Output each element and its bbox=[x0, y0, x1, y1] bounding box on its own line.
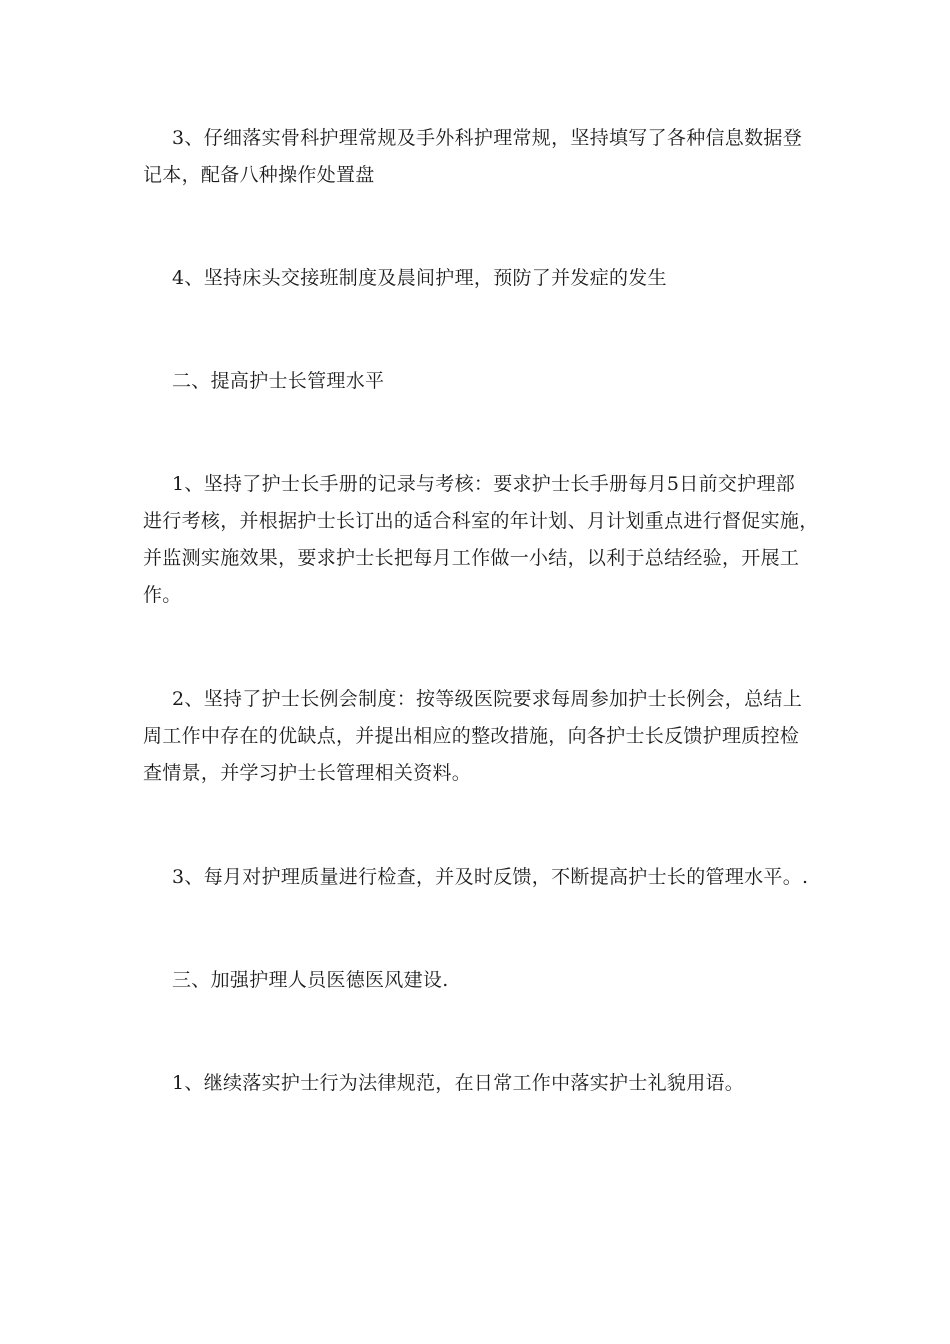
paragraph-nurse-conduct bbox=[143, 1065, 803, 1102]
paragraph-item-3-orthopedic-care bbox=[143, 120, 803, 194]
text-line: 周工作中存在的优缺点，并提出相应的整改措施，向各护士长反馈护理质控检 bbox=[143, 725, 800, 747]
text-line: 2、坚持了护士长例会制度：按等级医院要求每周参加护士长例会，总结上 bbox=[172, 688, 802, 710]
section-heading-2 bbox=[143, 363, 803, 400]
text-line: 3、每月对护理质量进行检查，并及时反馈，不断提高护士长的管理水平。. bbox=[172, 866, 809, 888]
text-line: 查情景，并学习护士长管理相关资料。 bbox=[143, 762, 472, 784]
paragraph-monthly-quality-check bbox=[143, 859, 809, 896]
text-line: 作。 bbox=[143, 584, 182, 606]
text-line: 4、坚持床头交接班制度及晨间护理，预防了并发症的发生 bbox=[172, 267, 667, 289]
text-line: 进行考核，并根据护士长订出的适合科室的年计划、月计划重点进行督促实施， bbox=[143, 510, 819, 532]
text-line: 1、坚持了护士长手册的记录与考核：要求护士长手册每月5日前交护理部 bbox=[172, 473, 796, 495]
paragraph-head-nurse-meeting bbox=[143, 681, 803, 792]
text-line: 1、继续落实护士行为法律规范，在日常工作中落实护士礼貌用语。 bbox=[172, 1072, 745, 1094]
heading-text: 三、加强护理人员医德医风建设. bbox=[172, 969, 449, 991]
text-line: 3、仔细落实骨科护理常规及手外科护理常规，坚持填写了各种信息数据登 bbox=[172, 127, 802, 149]
section-heading-3 bbox=[143, 962, 803, 999]
paragraph-head-nurse-handbook bbox=[143, 466, 819, 614]
text-line: 并监测实施效果，要求护士长把每月工作做一小结，以利于总结经验，开展工 bbox=[143, 547, 800, 569]
text-line: 记本，配备八种操作处置盘 bbox=[143, 164, 375, 186]
heading-text: 二、提高护士长管理水平 bbox=[172, 370, 385, 392]
paragraph-item-4-bedside-handover bbox=[143, 260, 803, 297]
